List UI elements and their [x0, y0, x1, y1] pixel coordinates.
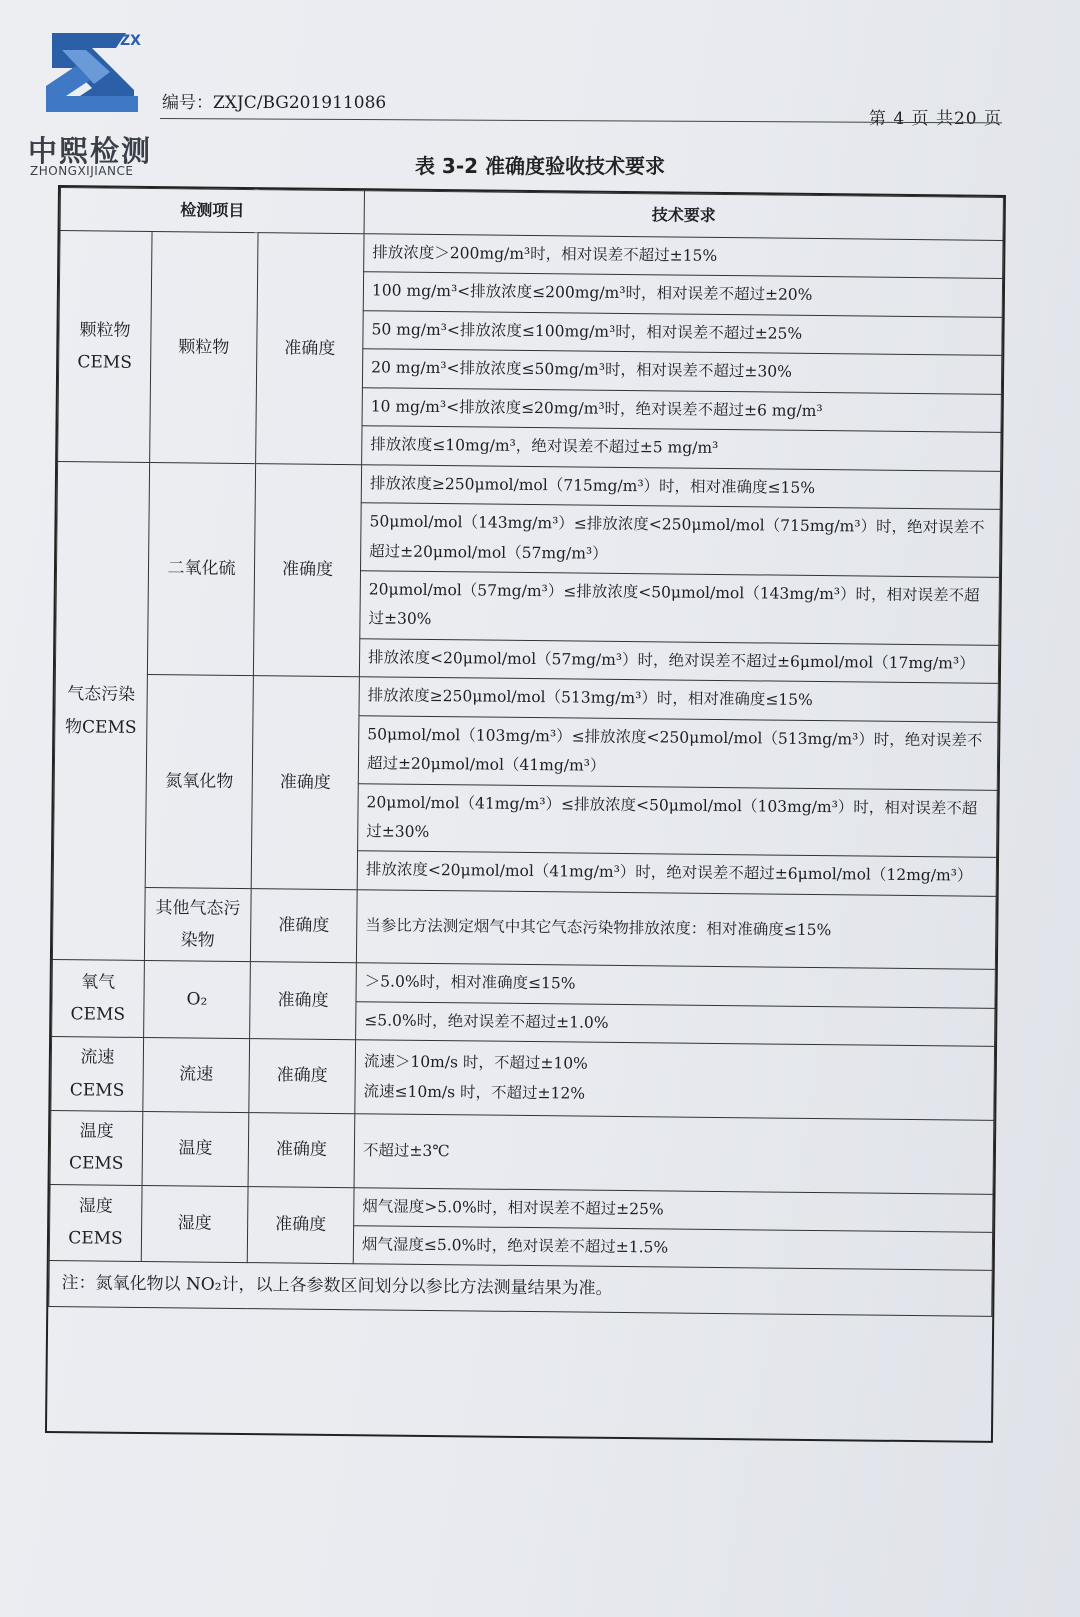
req-so2-3: 20μmol/mol（57mg/m³）≤排放浓度<50μmol/mol（143mg/m³）时，相对误差不超过±30%	[360, 571, 1000, 646]
svg-text:ZX: ZX	[120, 33, 141, 49]
metric-nox: 准确度	[251, 676, 359, 890]
req-particulate-4: 20 mg/m³<排放浓度≤50mg/m³时，相对误差不超过±30%	[362, 349, 1001, 394]
req-nox-3: 20μmol/mol（41mg/m³）≤排放浓度<50μmol/mol（103mg/m³）时，相对误差不超过±30%	[358, 783, 998, 858]
system-temperature: 温度CEMS	[50, 1110, 143, 1185]
logo-english-name: ZHONGXIJIANCE	[30, 164, 134, 178]
item-humidity: 湿度	[141, 1185, 248, 1263]
req-flow-1: 流速＞10m/s 时，不超过±10%	[363, 1052, 588, 1073]
item-so2: 二氧化硫	[147, 462, 255, 676]
req-so2-2: 50μmol/mol（143mg/m³）≤排放浓度<250μmol/mol（715mg/m³）时，绝对误差不超过±20μmol/mol（57mg/m³）	[361, 503, 1001, 578]
table-row	[52, 886, 996, 969]
system-gas: 气态污染物CEMS	[52, 461, 149, 961]
req-particulate-5: 10 mg/m³<排放浓度≤20mg/m³时，绝对误差不超过±6 mg/m³	[362, 387, 1001, 432]
logo-chinese-name: 中熙检测	[28, 134, 153, 168]
zx-logo-icon	[42, 28, 152, 123]
header-item: 检测项目	[60, 188, 364, 234]
metric-other-gas: 准确度	[250, 888, 357, 963]
req-oxygen-2: ≤5.0%时，绝对误差不超过±1.0%	[356, 1002, 995, 1047]
req-flow	[355, 1040, 995, 1120]
item-flow: 流速	[143, 1038, 250, 1113]
req-nox-4: 排放浓度<20μmol/mol（41mg/m³）时，绝对误差不超过±6μmol/mol（12mg/m³）	[357, 851, 996, 896]
item-oxygen: O₂	[144, 961, 251, 1039]
req-humidity-2: 烟气湿度≤5.0%时，绝对误差不超过±1.5%	[353, 1226, 992, 1271]
req-nox-1: 排放浓度≥250μmol/mol（513mg/m³）时，相对准确度≤15%	[359, 677, 998, 722]
table-note: 注：氮氧化物以 NO₂计，以上各参数区间划分以参比方法测量结果为准。	[49, 1261, 992, 1316]
metric-particulate: 准确度	[256, 233, 364, 465]
req-so2-4: 排放浓度<20μmol/mol（57mg/m³）时，绝对误差不超过±6μmol/mol（17mg/m³）	[359, 639, 998, 684]
item-other-gas: 其他气态污染物	[144, 887, 251, 962]
document-number: 编号：ZXJC/BG201911086	[162, 93, 387, 113]
metric-flow: 准确度	[249, 1039, 356, 1114]
page-indicator: 第 4 页 共20 页	[868, 109, 1002, 129]
item-temperature: 温度	[142, 1111, 249, 1186]
header-requirement: 技术要求	[364, 191, 1003, 241]
system-humidity: 湿度CEMS	[49, 1184, 142, 1262]
req-particulate-3: 50 mg/m³<排放浓度≤100mg/m³时，相对误差不超过±25%	[363, 311, 1002, 356]
table-title: 表 3-2 准确度验收技术要求	[414, 154, 666, 178]
accuracy-requirements-table	[48, 187, 1004, 1317]
item-particulate: 颗粒物	[150, 232, 258, 464]
system-flow: 流速CEMS	[51, 1037, 144, 1112]
req-humidity-1: 烟气湿度>5.0%时，相对误差不超过±25%	[354, 1187, 993, 1232]
system-oxygen: 氧气CEMS	[52, 960, 145, 1038]
metric-temperature: 准确度	[248, 1113, 355, 1188]
req-temperature: 不超过±3℃	[354, 1114, 994, 1194]
req-particulate-6: 排放浓度≤10mg/m³，绝对误差不超过±5 mg/m³	[362, 426, 1001, 471]
req-particulate-1: 排放浓度＞200mg/m³时，相对误差不超过±15%	[364, 234, 1003, 279]
req-flow-2: 流速≤10m/s 时，不超过±12%	[363, 1081, 586, 1103]
req-oxygen-1: ＞5.0%时，相对准确度≤15%	[356, 963, 995, 1008]
metric-humidity: 准确度	[247, 1186, 354, 1264]
item-nox: 氮氧化物	[145, 675, 253, 889]
req-so2-1: 排放浓度≥250μmol/mol（715mg/m³）时，相对准确度≤15%	[361, 464, 1000, 509]
table-row	[51, 1037, 995, 1120]
req-nox-2: 50μmol/mol（103mg/m³）≤排放浓度<250μmol/mol（513mg/m³）时，绝对误差不超过±20μmol/mol（41mg/m³）	[358, 715, 998, 790]
table-row	[50, 1110, 994, 1193]
table-row	[49, 1261, 992, 1316]
req-particulate-2: 100 mg/m³<排放浓度≤200mg/m³时，相对误差不超过±20%	[363, 272, 1002, 317]
spec-table-frame	[45, 185, 1006, 1443]
metric-oxygen: 准确度	[250, 962, 357, 1040]
metric-so2: 准确度	[253, 463, 361, 677]
system-particulate: 颗粒物CEMS	[58, 231, 152, 463]
req-other-gas: 当参比方法测定烟气中其它气态污染物排放浓度：相对准确度≤15%	[356, 890, 996, 970]
